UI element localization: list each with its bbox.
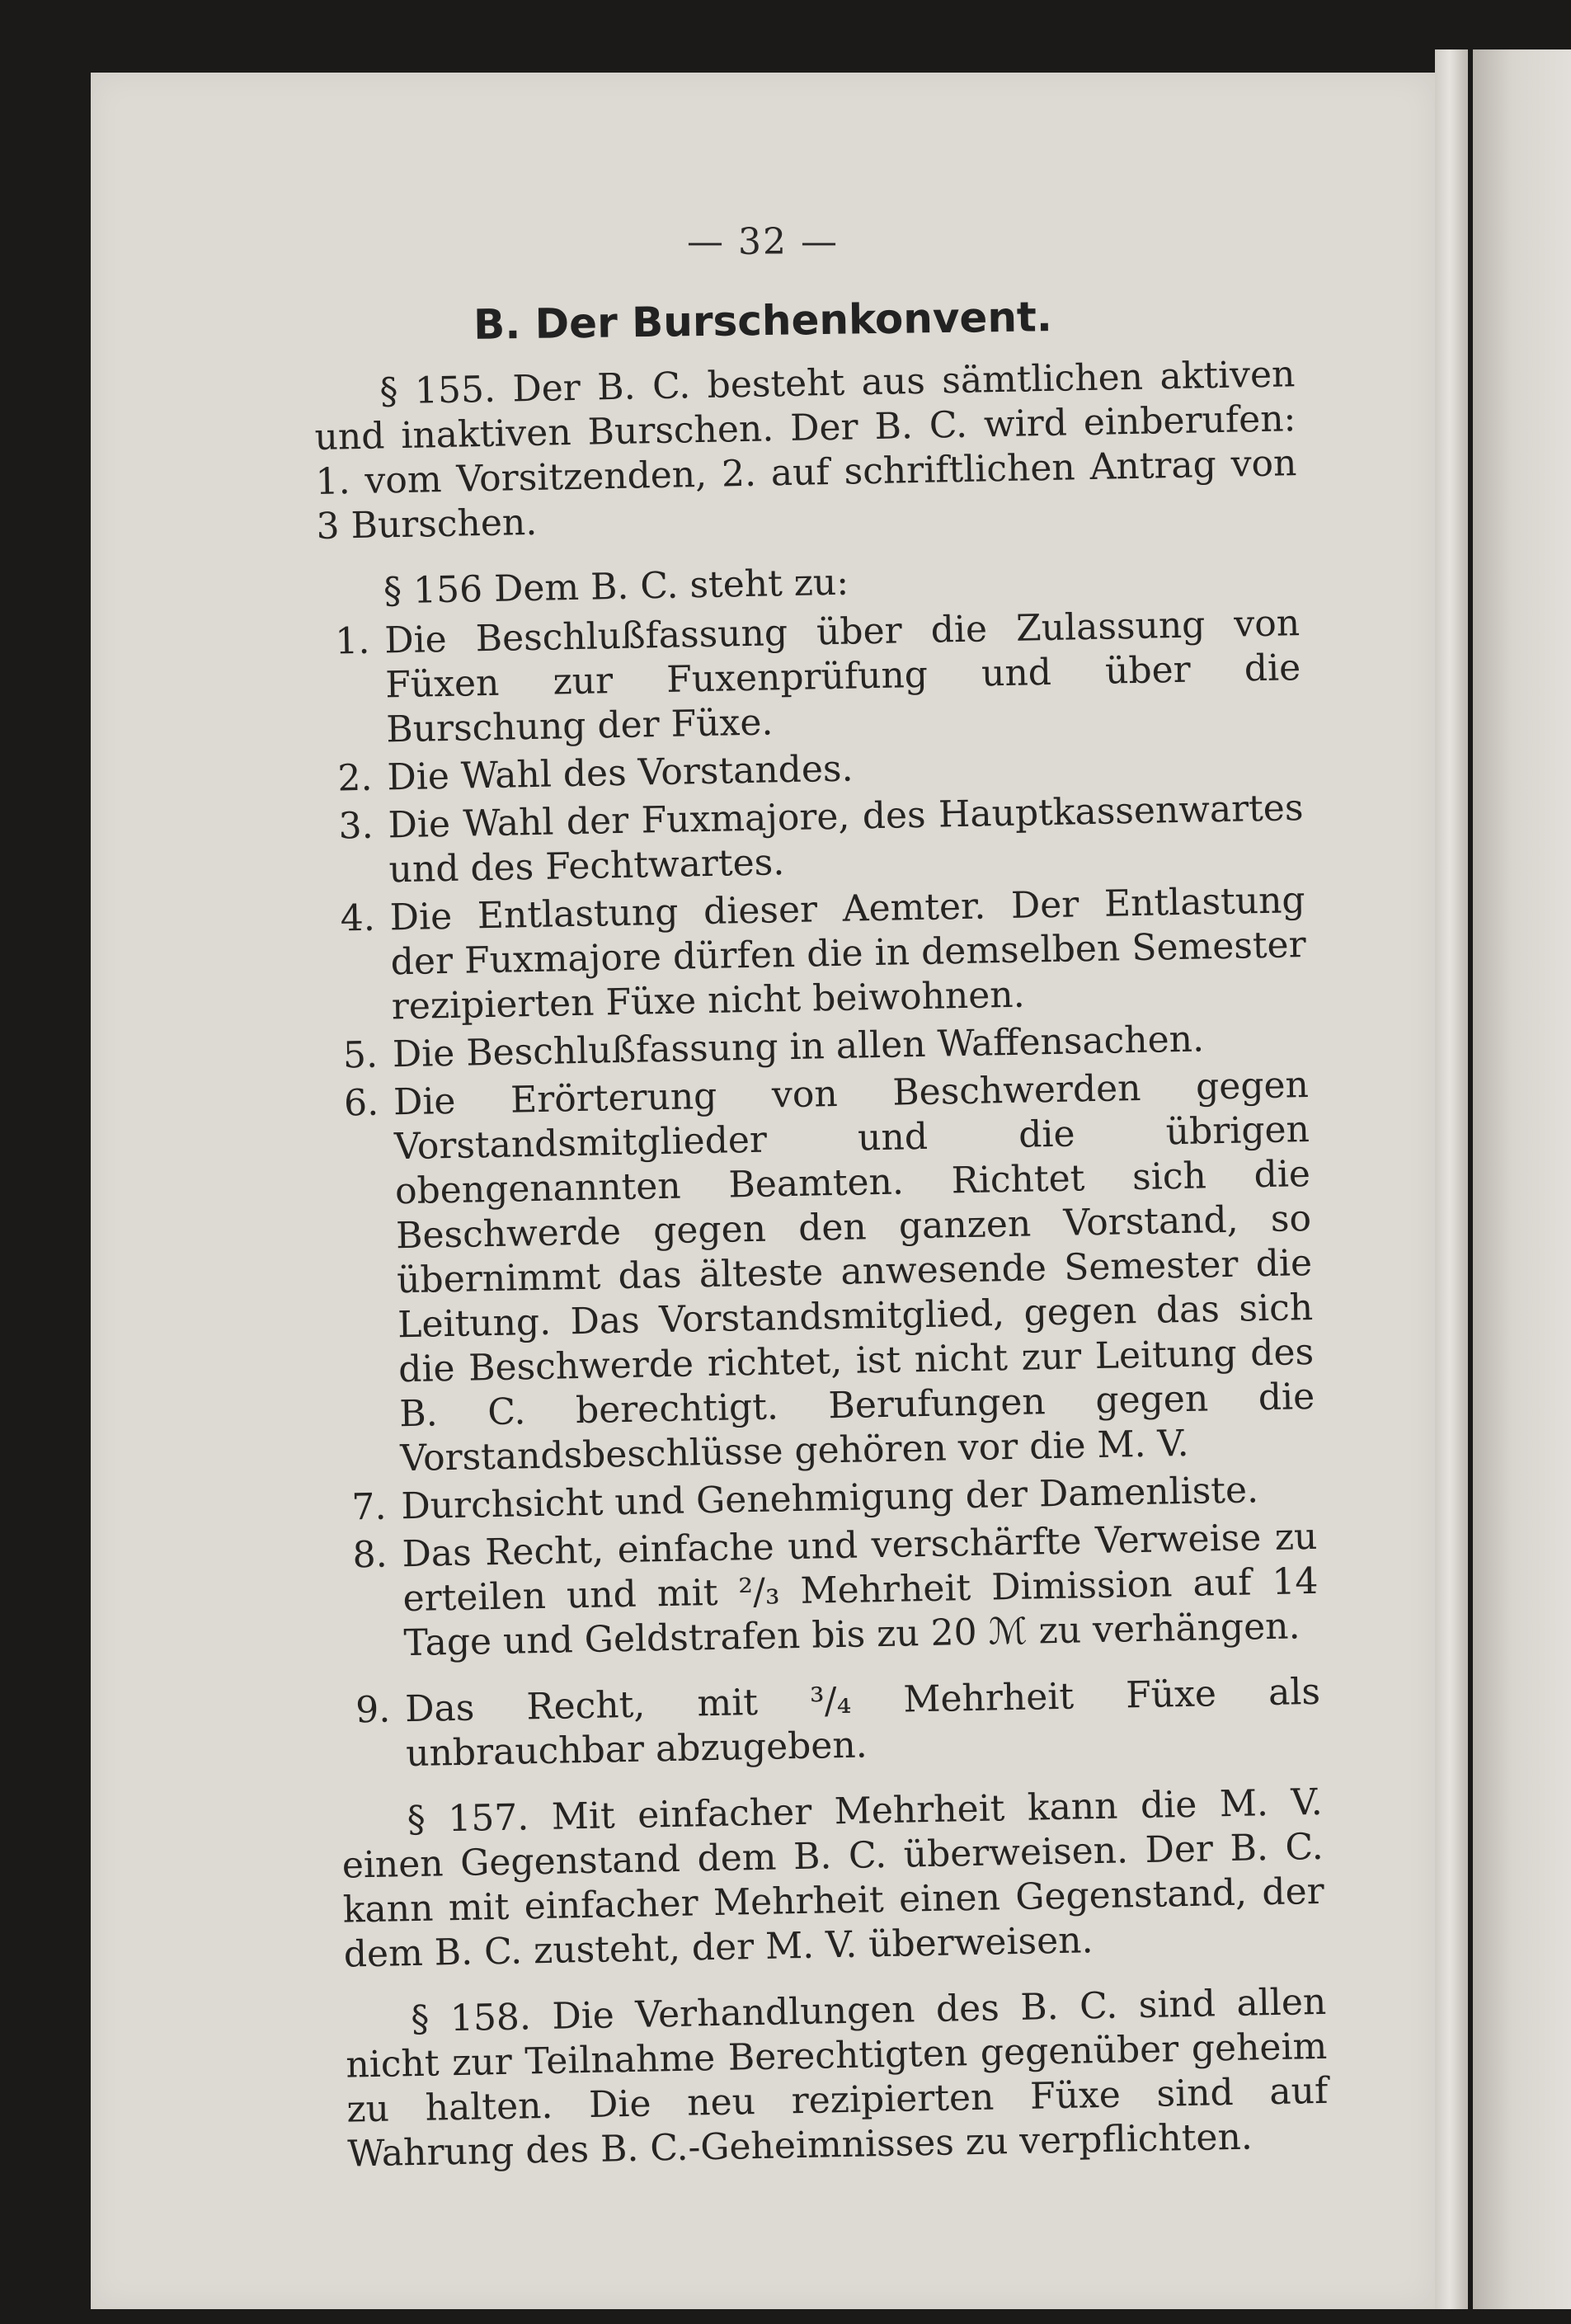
list-item-number: 1. xyxy=(334,619,370,663)
paragraph-155: § 155. Der B. C. besteht aus sämtlichen aktiven und inaktiven Burschen. Der B. C. wird einberufen: 1. vom Vorsitzenden, 2. auf schriftlichen Antrag von 3 Burschen. xyxy=(314,353,1297,548)
paragraph-157: § 157. Mit einfacher Mehrheit kann die M. V. einen Gegenstand dem B. C. überweisen. Der B. C. kann mit einfacher Mehrheit einen Gegenstand, der dem B. C. zusteht, der M. V. überweisen. xyxy=(341,1781,1325,1976)
page-number: — 32 — xyxy=(687,221,839,263)
list-item-text: Das Recht, mit ³/₄ Mehrheit Füxe als unbrauchbar abzugeben. xyxy=(404,1670,1321,1776)
list-item-text: Die Erörterung von Beschwerden gegen Vorstandsmitglieder und die übrigen obengenannten Beamten. Richtet sich die Beschwerde gegen den ganzen Vorstand, so übernimmt das älteste anwesende Semester die Leitung. Das Vorstandsmitglied, gegen das sich die Beschwerde richtet, ist nicht zur Leitung des B. C. berechtigt. Berufungen gegen die Vorstandsbeschlüsse gehören vor die M. V. xyxy=(393,1063,1315,1480)
paragraph-158: § 158. Die Verhandlungen des B. C. sind allen nicht zur Teilnahme Berechtigten gegenüber geheim zu halten. Die neu rezipierten Füxe sind auf Wahrung des B. C.-Geheimnisses zu verpflichten. xyxy=(345,1980,1329,2176)
list-item-text: Die Entlastung dieser Aemter. Der Entlastung der Fuxmajore dürfen die in demselben Semester rezipierten Füxe nicht beiwohnen. xyxy=(389,879,1307,1028)
list-item xyxy=(327,1063,1316,1483)
list-item xyxy=(323,878,1307,1031)
list-item-number: 2. xyxy=(337,756,373,800)
list-item-number: 3. xyxy=(338,804,374,848)
section-heading: B. Der Burschenkonvent. xyxy=(473,293,1053,349)
paragraph-156-intro: § 156 Dem B. C. steht zu: xyxy=(383,561,849,613)
list-item xyxy=(336,1515,1319,1668)
facing-page-edge xyxy=(1473,49,1571,2309)
list-item-text: Das Recht, einfache und verschärfte Verweise zu erteilen und mit ²/₃ Mehrheit Dimission auf 14 Tage und Geldstrafen bis zu 20 ℳ zu verhängen. xyxy=(402,1515,1319,1665)
list-item-number: 6. xyxy=(343,1081,379,1125)
list-item-number: 8. xyxy=(352,1533,388,1577)
list-item-number: 5. xyxy=(342,1033,379,1077)
list-item-text: Die Beschlußfassung in allen Waffensachen. xyxy=(392,1018,1205,1076)
list-item xyxy=(339,1670,1322,1778)
list-item-text: Die Wahl der Fuxmajore, des Hauptkassenwartes und des Fechtwartes. xyxy=(388,787,1304,891)
list-item xyxy=(318,601,1302,754)
book-spine xyxy=(1435,49,1468,2309)
paragraph-156-list xyxy=(318,601,1319,1668)
list-item-text: Die Wahl des Vorstandes. xyxy=(386,747,854,799)
list-item xyxy=(322,786,1305,894)
list-item-text: Durchsicht und Genehmigung der Damenliste. xyxy=(400,1469,1259,1528)
page-body xyxy=(313,352,1329,2198)
list-item-number: 7. xyxy=(350,1485,387,1529)
list-item-number: 9. xyxy=(355,1688,391,1732)
list-item-text: Die Beschlußfassung über die Zulassung von Füxen zur Fuxenprüfung und über die Burschung der Füxe. xyxy=(383,602,1301,751)
list-item-number: 4. xyxy=(340,896,376,940)
